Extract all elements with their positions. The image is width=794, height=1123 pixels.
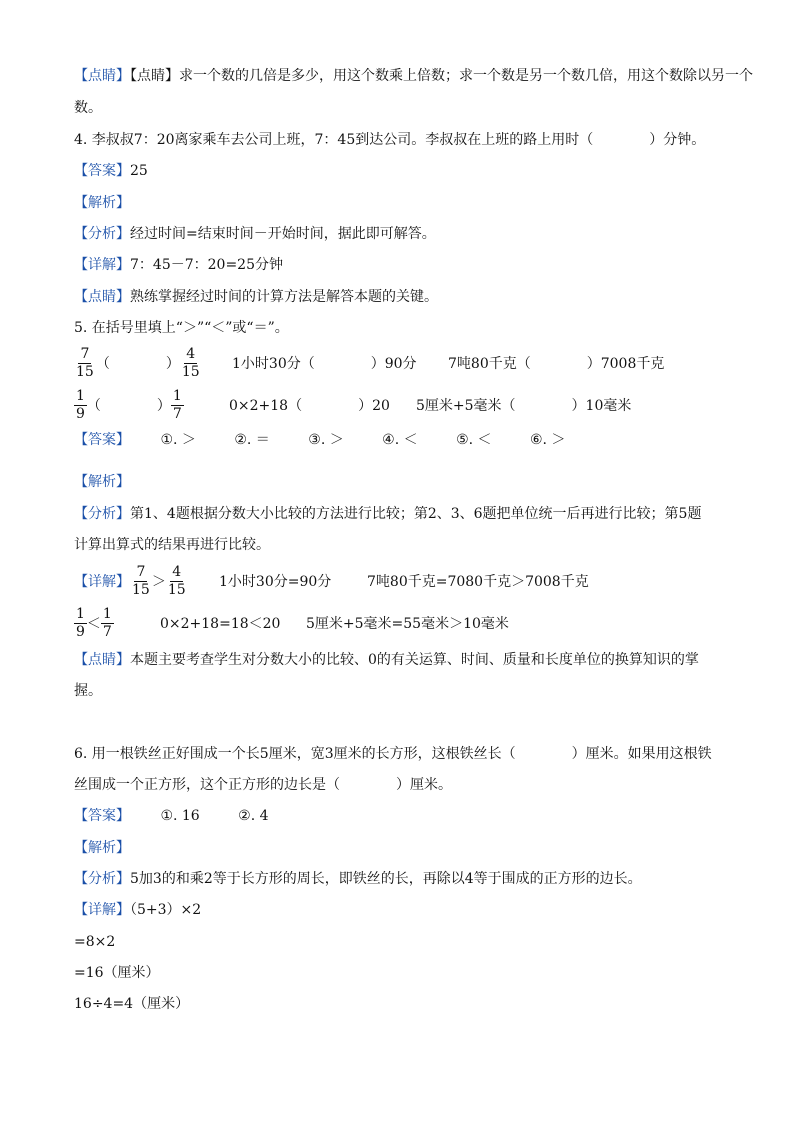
question-5: 5. 在括号里填上“＞”“＜”或“＝”。 [74, 320, 289, 336]
q5-detail-row-1: 【详解】 $\frac{7}{15}$ ＞ $\frac{4}{15}$ 1小时30分=90分 7吨80千克=7080千克＞7008千克 [74, 563, 589, 598]
tip-line-cont: 数。 [74, 100, 102, 116]
q5-analysis: 【分析】第1、4题根据分数大小比较的方法进行比较；第2、3、6题把单位统一后再进行比较；第5题 [74, 506, 702, 522]
fraction-4-15: $\frac{4}{15}$ [181, 345, 200, 380]
fraction-1-9: $\frac{1}{9}$ [76, 387, 85, 422]
q5-answer: 【答案】 ①. ＞ ②. ＝ ③. ＞ ④. ＜ ⑤. ＜ ⑥. ＞ [74, 432, 566, 448]
item-length: 5厘米+5毫米（ ）10毫米 [416, 398, 632, 414]
q5-tip: 【点睛】本题主要考查学生对分数大小的比较、0的有关运算、时间、质量和长度单位的换算知识的掌 [74, 652, 699, 668]
question-4: 4. 李叔叔7：20离家乘车去公司上班，7：45到达公司。李叔叔在上班的路上用时（ ）分钟。 [74, 132, 706, 148]
fraction-7-15: $\frac{7}{15}$ [76, 345, 94, 380]
q6-analysis: 【分析】5加3的和乘2等于长方形的周长，即铁丝的长，再除以4等于围成的正方形的边长。 [74, 871, 642, 887]
q4-answer: 【答案】25 [74, 163, 148, 179]
item-mass: 7吨80千克（ ）7008千克 [448, 356, 665, 372]
q5-row-1 [74, 342, 734, 384]
q5-analysis-cont: 计算出算式的结果再进行比较。 [74, 537, 270, 553]
item-time: 1小时30分（ ）90分 [232, 356, 417, 372]
q4-jiexi: 【解析】 [74, 195, 130, 211]
question-6-cont: 丝围成一个正方形，这个正方形的边长是（ ）厘米。 [74, 777, 452, 793]
item-zero: 0×2+18（ ）20 [229, 398, 390, 414]
tip-line: 【点睛】【点睛】求一个数的几倍是多少，用这个数乘上倍数；求一个数是另一个数几倍，用这个数除以另一个 [74, 68, 753, 84]
question-6: 6. 用一根铁丝正好围成一个长5厘米，宽3厘米的长方形，这根铁丝长（ ）厘米。如果用这根铁 [74, 746, 712, 762]
q5-detail-row-2: $\frac{1}{9}$ ＜ $\frac{1}{7}$ 0×2+18=18＜20 5厘米+5毫米=55毫米＞10毫米 [76, 605, 509, 640]
q4-analysis: 【分析】经过时间=结束时间－开始时间，据此即可解答。 [74, 226, 436, 242]
q4-tip: 【点睛】熟练掌握经过时间的计算方法是解答本题的关键。 [74, 289, 438, 305]
q6-detail-step-4: 16÷4=4（厘米） [74, 996, 190, 1012]
blank-1: （ ） [95, 356, 180, 372]
q6-detail-step-2: =8×2 [74, 934, 116, 950]
q5-tip-cont: 握。 [74, 683, 102, 699]
q5-jiexi: 【解析】 [74, 474, 130, 490]
q5-row-2 [74, 384, 734, 426]
q6-jiexi: 【解析】 [74, 840, 130, 856]
tag-dianjing: 【点睛】 [74, 68, 130, 84]
q6-detail: 【详解】（5+3）×2 [74, 902, 202, 918]
blank-4: （ ） [86, 398, 171, 414]
q6-answer: 【答案】 ①. 16 ②. 4 [74, 808, 269, 824]
fraction-1-7: $\frac{1}{7}$ [172, 387, 182, 422]
q4-detail: 【详解】7：45－7：20=25分钟 [74, 257, 283, 273]
q6-detail-step-3: =16（厘米） [74, 965, 160, 981]
